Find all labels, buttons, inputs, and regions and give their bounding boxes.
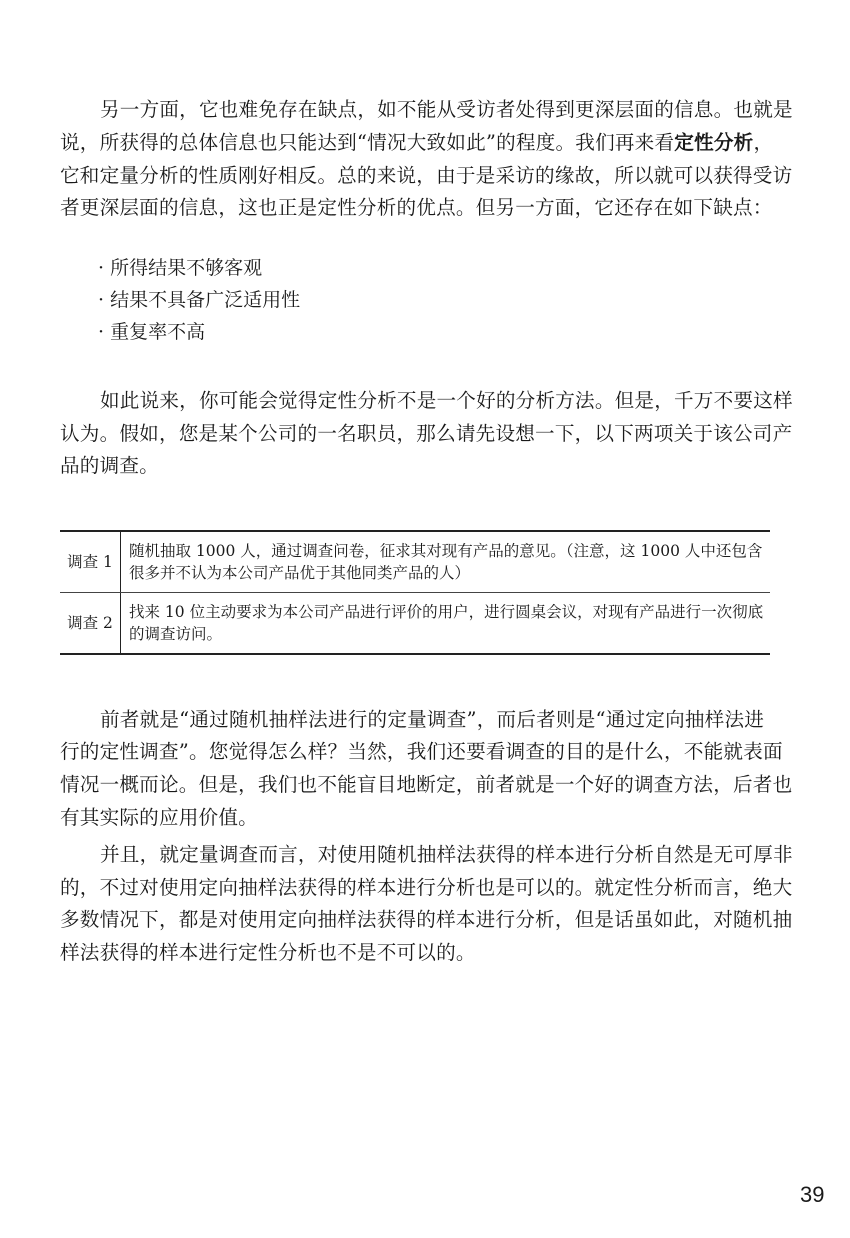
page-number: 39 bbox=[800, 1182, 825, 1207]
paragraph-3-line: 前者就是“通过随机抽样法进行的定量调查”，而后者则是“通过定向抽样法进 bbox=[100, 708, 765, 731]
paragraph-2-line: 如此说来，你可能会觉得定性分析不是一个好的分析方法。但是，千万不要这样 bbox=[100, 389, 793, 412]
row-label: 调查 1 bbox=[60, 532, 121, 592]
bullet-item: · 重复率不高 bbox=[98, 321, 206, 343]
row-label: 调查 2 bbox=[60, 593, 121, 653]
paragraph-1-line: 另一方面，它也难免存在缺点，如不能从受访者处得到更深层面的信息。也就是 bbox=[100, 98, 793, 121]
paragraph-4-line: 多数情况下，都是对使用定向抽样法获得的样本进行分析，但是话虽如此，对随机抽 bbox=[60, 908, 793, 931]
table-row bbox=[60, 532, 770, 592]
paragraph-1-line bbox=[60, 131, 792, 155]
text: ， bbox=[753, 131, 774, 154]
paragraph-4-line: 样法获得的样本进行定性分析也不是不可以的。 bbox=[60, 941, 476, 964]
paragraph-2-line: 认为。假如，您是某个公司的一名职员，那么请先设想一下，以下两项关于该公司产 bbox=[60, 422, 793, 445]
row-text: 随机抽取 1000 人，通过调查问卷，征求其对现有产品的意见。（注意，这 1000 人中还包含很多并不认为本公司产品优于其他同类产品的人） bbox=[129, 542, 763, 582]
paragraph-4-line: 并且，就定量调查而言，对使用随机抽样法获得的样本进行分析自然是无可厚非 bbox=[100, 843, 793, 866]
paragraph-1-line: 它和定量分析的性质刚好相反。总的来说，由于是采访的缘故，所以就可以获得受访 bbox=[60, 164, 793, 187]
paragraph-3-line: 有其实际的应用价值。 bbox=[60, 806, 258, 829]
text: 说，所获得的总体信息也只能达到“情况大致如此”的程度。我们再来看 bbox=[60, 131, 675, 154]
table-row bbox=[60, 592, 770, 653]
survey-table bbox=[60, 530, 770, 655]
paragraph-4-line: 的，不过对使用定向抽样法获得的样本进行分析也是可以的。就定性分析而言，绝大 bbox=[60, 876, 793, 899]
bullet-item: · 所得结果不够客观 bbox=[98, 257, 263, 279]
row-text: 找来 10 位主动要求为本公司产品进行评价的用户，进行圆桌会议，对现有产品进行一次彻底的调查访问。 bbox=[129, 603, 764, 643]
paragraph-3-line: 行的定性调查”。您觉得怎么样？当然，我们还要看调查的目的是什么，不能就表面 bbox=[60, 740, 783, 763]
paragraph-2-line: 品的调查。 bbox=[60, 454, 159, 477]
bullet-item: · 结果不具备广泛适用性 bbox=[98, 289, 301, 311]
bold-term: 定性分析 bbox=[674, 131, 754, 154]
paragraph-3-line: 情况一概而论。但是，我们也不能盲目地断定，前者就是一个好的调查方法，后者也 bbox=[60, 773, 793, 796]
paragraph-1-line: 者更深层面的信息，这也正是定性分析的优点。但另一方面，它还存在如下缺点： bbox=[60, 196, 773, 219]
